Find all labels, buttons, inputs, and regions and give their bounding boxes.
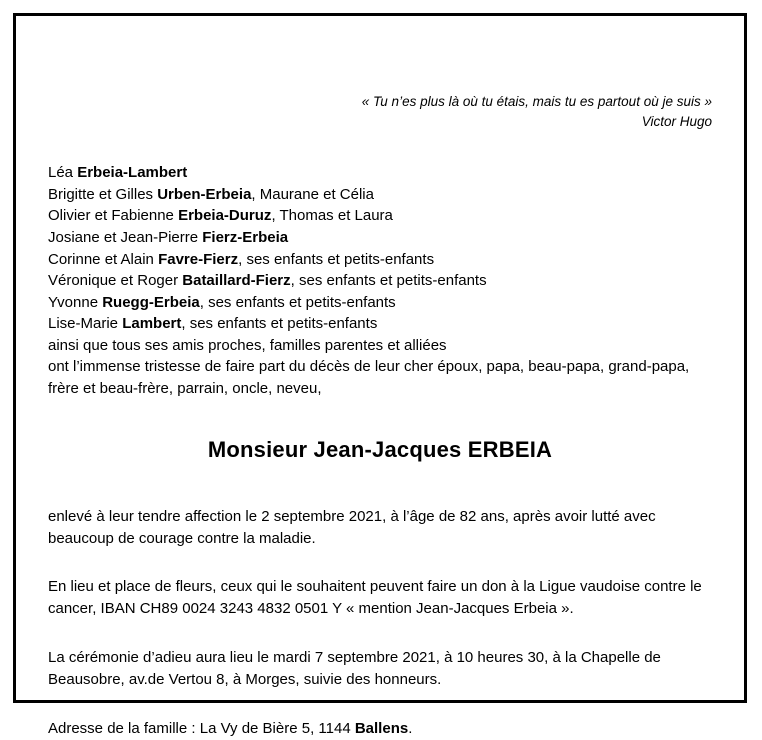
family-line: [48, 356, 712, 378]
emphasis-text: Ruegg-Erbeia: [102, 293, 200, 311]
family-line: [48, 249, 712, 271]
plain-text: , ses enfants et petits-enfants: [199, 293, 396, 311]
plain-text: Josiane et Jean-Pierre: [48, 228, 203, 246]
family-line: [48, 335, 712, 357]
plain-text: Adresse de la famille : La Vy de Bière 5, 1144: [48, 720, 355, 737]
notice-body: [48, 506, 712, 740]
epigraph: [48, 92, 712, 131]
epigraph-quote: « Tu n’es plus là où tu étais, mais tu es partout où je suis »: [361, 94, 712, 109]
plain-text: , ses enfants et petits-enfants: [181, 315, 378, 333]
family-line: [48, 162, 712, 184]
plain-text: La cérémonie d’adieu aura lieu le mardi 7 septembre 2021, à 10 heures 30, à la Chapelle de Beausobre, av.de Vertou 8, à Morges, suivie des honneurs.: [48, 649, 661, 689]
plain-text: , Thomas et Laura: [271, 207, 393, 225]
plain-text: Véronique et Roger: [48, 272, 183, 290]
plain-text: Léa: [48, 164, 78, 182]
emphasis-text: Erbeia-Duruz: [178, 207, 272, 225]
plain-text: , ses enfants et petits-enfants: [238, 250, 435, 268]
plain-text: Lise-Marie: [48, 315, 123, 333]
family-line: [48, 378, 712, 400]
family-line: [48, 205, 712, 227]
plain-text: En lieu et place de fleurs, ceux qui le souhaitent peuvent faire un don à la Ligue vaudoise contre le cancer, IBAN CH89 0024 3243 4832 0501 Y « mention Jean-Jacques Erbeia ».: [48, 578, 702, 618]
death-notice-frame: [13, 13, 747, 737]
plain-text: frère et beau-frère, parrain, oncle, neveu,: [48, 380, 322, 398]
emphasis-text: Bataillard-Fierz: [182, 272, 291, 290]
epigraph-author: Victor Hugo: [641, 113, 712, 129]
notice-content: [16, 16, 744, 737]
plain-text: , ses enfants et petits-enfants: [290, 272, 487, 290]
notice-paragraph: [48, 506, 712, 550]
emphasis-text: Favre-Fierz: [158, 250, 239, 268]
family-line: [48, 292, 712, 314]
notice-paragraph: [48, 718, 712, 740]
emphasis-text: Urben-Erbeia: [157, 185, 252, 203]
notice-paragraph: [48, 576, 712, 620]
family-line: [48, 227, 712, 249]
emphasis-text: Ballens: [354, 720, 409, 737]
plain-text: enlevé à leur tendre affection le 2 septembre 2021, à l’âge de 82 ans, après avoir lutté avec beaucoup de courage contre la maladie.: [48, 507, 656, 547]
emphasis-text: Lambert: [122, 315, 182, 333]
plain-text: .: [408, 720, 413, 737]
plain-text: Yvonne: [48, 293, 103, 311]
plain-text: Brigitte et Gilles: [48, 185, 158, 203]
plain-text: Corinne et Alain: [48, 250, 159, 268]
family-line: [48, 184, 712, 206]
plain-text: , Maurane et Célia: [251, 185, 374, 203]
emphasis-text: Fierz-Erbeia: [202, 228, 289, 246]
deceased-name: Monsieur Jean-Jacques ERBEIA: [207, 436, 553, 462]
plain-text: Olivier et Fabienne: [48, 207, 179, 225]
plain-text: ainsi que tous ses amis proches, familles parentes et alliées: [48, 336, 447, 354]
notice-paragraph: [48, 647, 712, 691]
family-line: [48, 313, 712, 335]
plain-text: ont l’immense tristesse de faire part du décès de leur cher époux, papa, beau-papa, grand-papa,: [48, 358, 690, 376]
emphasis-text: Erbeia-Lambert: [77, 164, 188, 182]
family-line: [48, 270, 712, 292]
family-list: [48, 162, 712, 400]
